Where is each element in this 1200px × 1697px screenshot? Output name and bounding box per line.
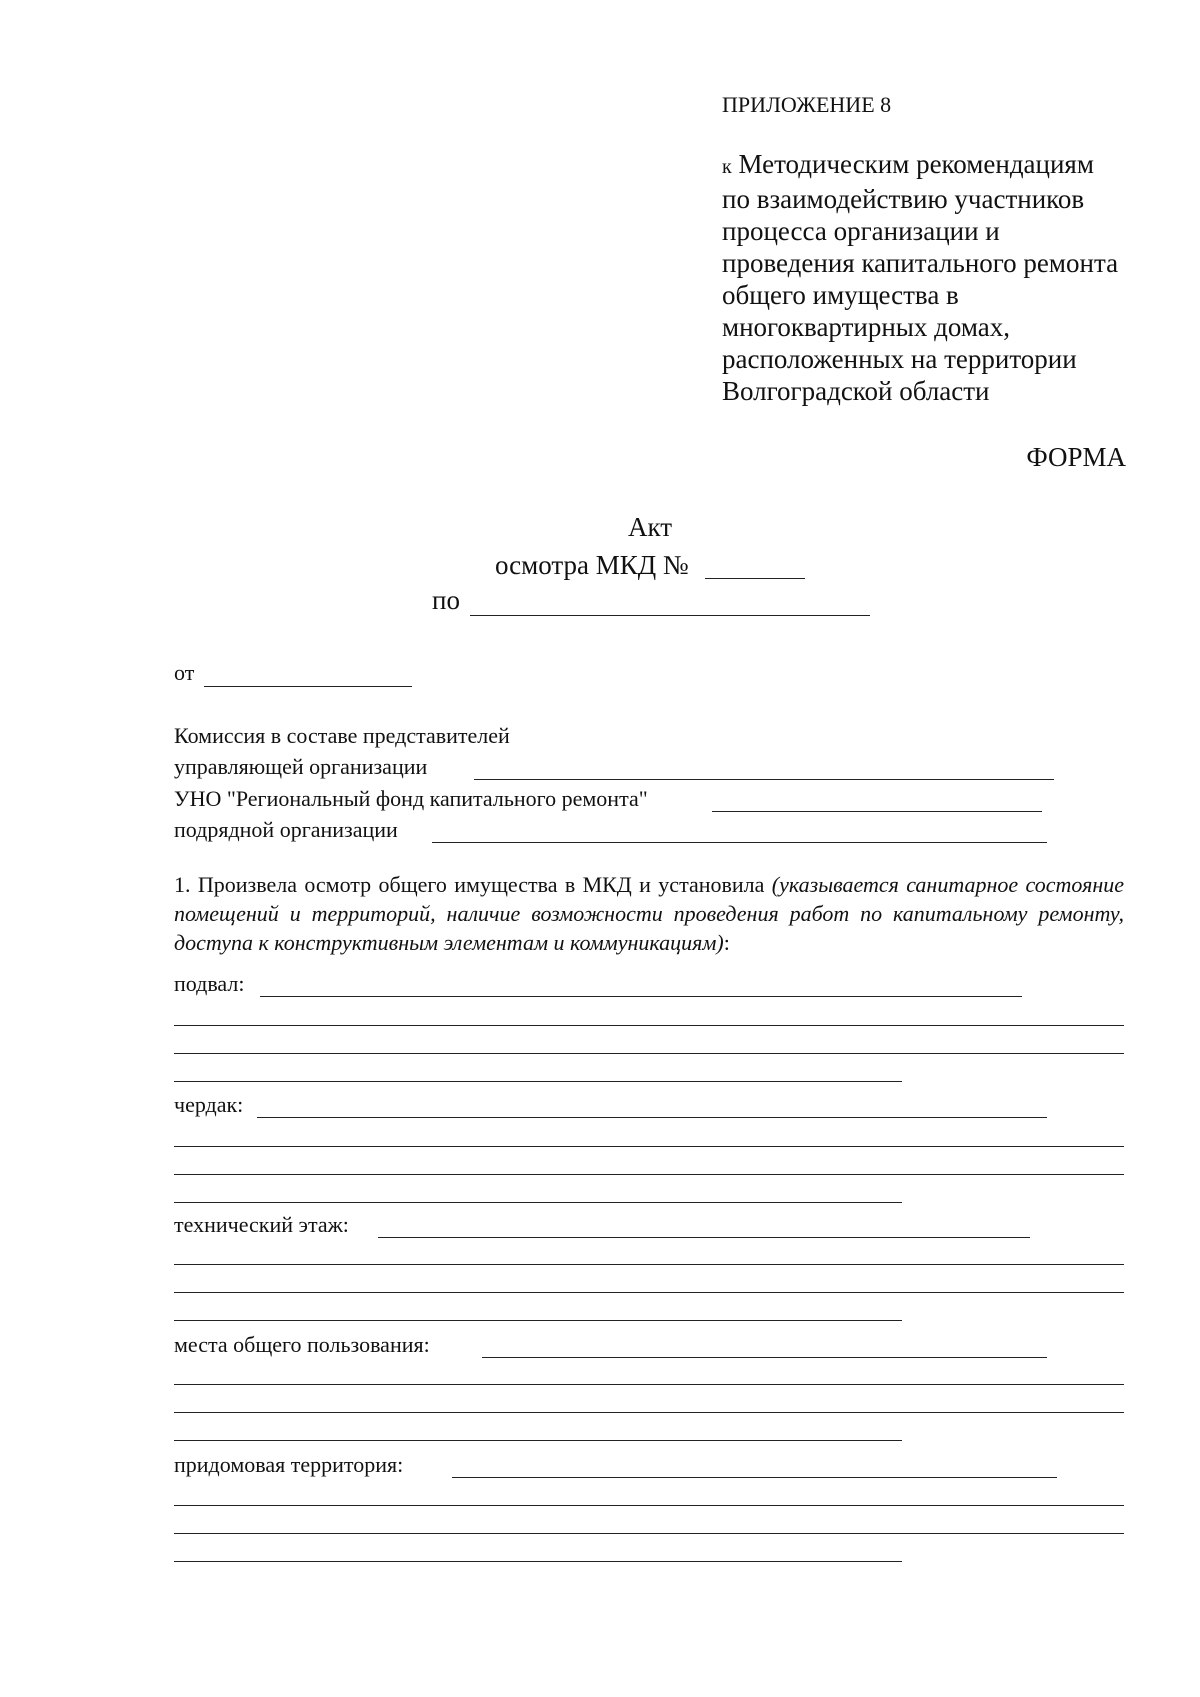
basement-line[interactable] [174, 1025, 1124, 1026]
technical-floor-field[interactable] [378, 1237, 1030, 1238]
period-field[interactable] [470, 615, 870, 616]
form-label: ФОРМА [1026, 442, 1126, 472]
commission-member-label: управляющей организации [174, 754, 428, 779]
management-company-field[interactable] [474, 779, 1054, 780]
attic-field[interactable] [257, 1117, 1047, 1118]
technical-floor-line[interactable] [174, 1264, 1124, 1265]
reference-line: Волгоградской области [722, 376, 990, 406]
section-label-adjacent-territory: придомовая территория: [174, 1452, 404, 1477]
document-subtitle: осмотра МКД № [495, 550, 689, 580]
regional-fund-field[interactable] [712, 811, 1042, 812]
commission-member-label: УНО "Региональный фонд капитального ремонта" [174, 786, 648, 811]
contractor-field[interactable] [432, 842, 1047, 843]
common-areas-line[interactable] [174, 1384, 1124, 1385]
section-label-common-areas: места общего пользования: [174, 1332, 430, 1357]
reference-line: к Методическим рекомендациям [722, 149, 1094, 179]
basement-line[interactable] [174, 1053, 1124, 1054]
reference-prefix: к [722, 156, 732, 178]
commission-member-label: подрядной организации [174, 817, 398, 842]
adjacent-territory-line[interactable] [174, 1533, 1124, 1534]
adjacent-territory-field[interactable] [452, 1477, 1057, 1478]
common-areas-line[interactable] [174, 1440, 902, 1441]
attic-line[interactable] [174, 1202, 902, 1203]
technical-floor-line[interactable] [174, 1320, 902, 1321]
reference-line: расположенных на территории [722, 344, 1077, 374]
attic-line[interactable] [174, 1174, 1124, 1175]
common-areas-line[interactable] [174, 1412, 1124, 1413]
reference-line: многоквартирных домах, [722, 312, 1011, 342]
reference-line: общего имущества в [722, 280, 959, 310]
reference-line: процесса организации и [722, 216, 1000, 246]
reference-line: проведения капитального ремонта [722, 248, 1119, 278]
section-label-attic: чердак: [174, 1092, 244, 1117]
attic-line[interactable] [174, 1146, 1124, 1147]
common-areas-field[interactable] [482, 1357, 1047, 1358]
inspection-paragraph: 1. Произвела осмотр общего имущества в МКД и установила (указывается санитарное состояние помещений и территорий, наличие возможности проведения работ по капитальному ремонту, доступа к конструктивным элементам и коммуникациям): [174, 872, 1125, 955]
period-label: по [432, 585, 460, 615]
annex-reference [722, 148, 1118, 407]
reference-line: по взаимодействию участников [722, 184, 1085, 214]
adjacent-territory-line[interactable] [174, 1561, 902, 1562]
section-label-basement: подвал: [174, 971, 245, 996]
date-label: от [174, 660, 195, 685]
date-field[interactable] [204, 686, 412, 687]
basement-line[interactable] [174, 1081, 902, 1082]
inspection-lead: 1. Произвела осмотр общего имущества в МКД и установила [174, 872, 765, 897]
technical-floor-line[interactable] [174, 1292, 1124, 1293]
document-title: Акт [627, 512, 673, 542]
inspection-note: (указывается санитарное состояние помещений и территорий, наличие возможности проведения работ по капитальному ремонту, доступа к конструктивным элементам и коммуникациям) [174, 872, 1125, 955]
adjacent-territory-line[interactable] [174, 1505, 1124, 1506]
basement-field[interactable] [260, 996, 1022, 997]
section-label-technical-floor: технический этаж: [174, 1212, 349, 1237]
commission-intro: Комиссия в составе представителей [174, 723, 510, 748]
mkd-number-field[interactable] [705, 578, 805, 579]
annex-label: ПРИЛОЖЕНИЕ 8 [722, 92, 892, 117]
